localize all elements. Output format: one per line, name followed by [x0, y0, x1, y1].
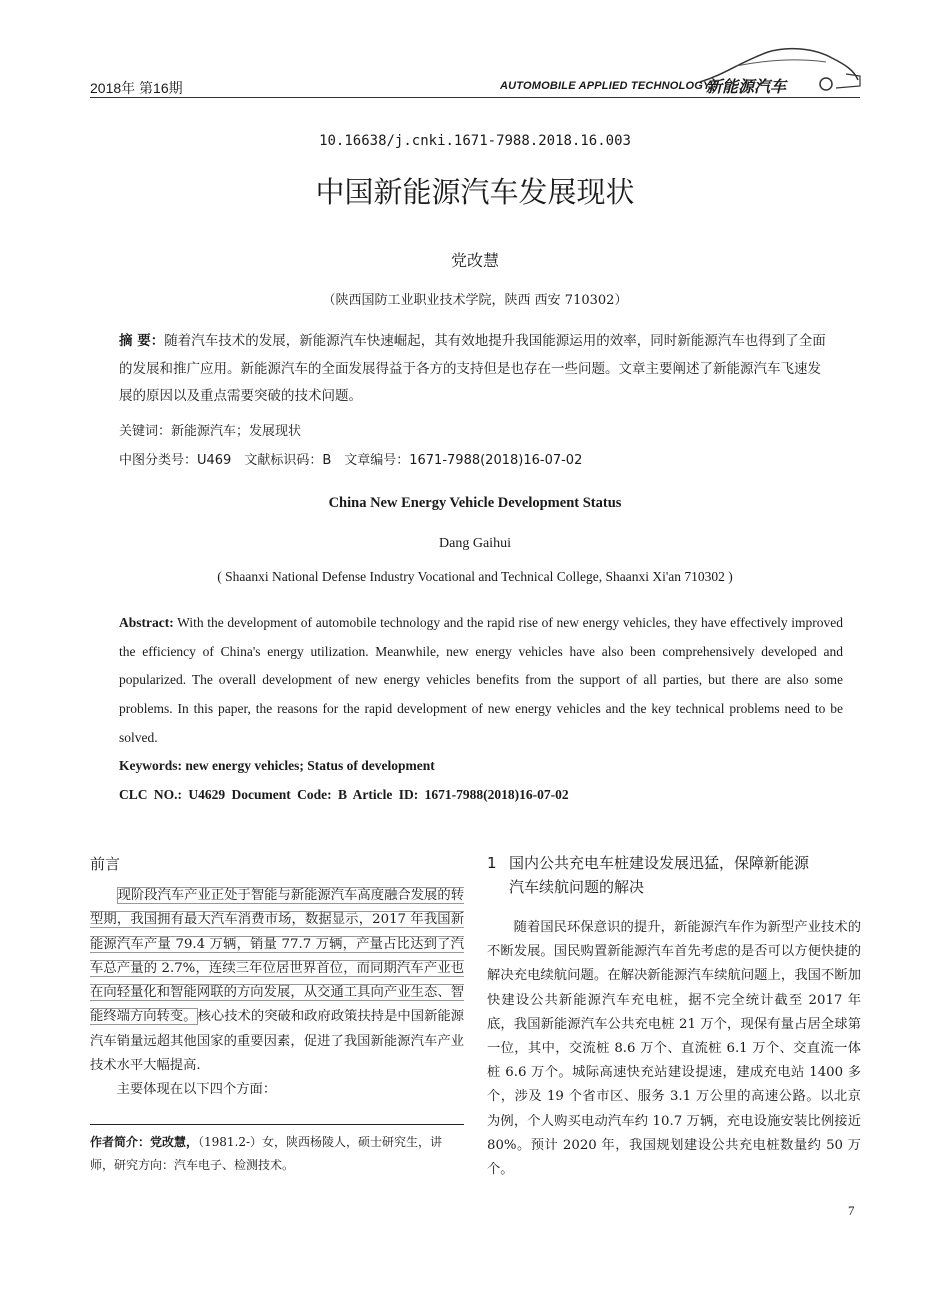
abstract-en-label: Abstract:	[119, 615, 174, 630]
preface-heading: 前言	[90, 855, 121, 873]
doi: 10.16638/j.cnki.1671-7988.2018.16.003	[319, 133, 631, 149]
preface-paragraph-2: 主要体现在以下四个方面：	[116, 1082, 277, 1098]
clc-en: CLC NO.: U4629 Document Code: B Article ID: 1671-7988(2018)16-07-02	[119, 787, 569, 802]
abstract-en	[119, 609, 843, 753]
footnote-rule	[90, 1124, 464, 1125]
footnote-text: （1981.2-）女，陕西杨陵人，硕士研究生，讲师，研究方向：汽车电子、检测技术。	[90, 1135, 443, 1172]
page-number: 7	[848, 1203, 855, 1218]
clc-cn: 中图分类号：U469 文献标识码：B 文章编号：1671-7988(2018)16-07-02	[119, 453, 583, 468]
author-en: Dang Gaihui	[439, 536, 511, 551]
footnote-label: 作者简介：党改慧，	[90, 1135, 199, 1149]
highlighted-passage: 现阶段汽车产业正处于智能与新能源汽车高度融合发展的转型期，我国拥有最大汽车消费市场，数据显示，2017 年我国新能源汽车产量 79.4 万辆，销量 77.7 万辆，产量占比达到了汽车总产量的 2.7%，连续三年位居世界首位，而同期汽车产业也在向轻量化和智能网联的方向发展，从交通工具向产业生态、智能终端方向转变。	[90, 888, 464, 1025]
section-1-heading-line-1: 国内公共充电车桩建设发展迅猛，保障新能源	[509, 854, 810, 872]
section-1-heading-line-2: 汽车续航问题的解决	[509, 878, 645, 896]
abstract-cn-label: 摘 要：	[119, 333, 165, 349]
preface-body	[90, 884, 464, 1103]
journal-name-en: AUTOMOBILE APPLIED TECHNOLOGY	[500, 80, 711, 92]
affiliation-en: ( Shaanxi National Defense Industry Vocational and Technical College, Shaanxi Xi'an 710302 )	[217, 569, 733, 584]
abstract-cn	[119, 328, 831, 411]
issue-label: 2018年 第16期	[90, 80, 183, 96]
preface-paragraph-1-rest: 核心技术的突破和政府政策扶持是中国新能源汽车销量远超其他国家的重要因素，促进了我国新能源汽车产业技术水平大幅提高.	[90, 1009, 465, 1074]
author-footnote	[90, 1131, 464, 1177]
title-en: China New Energy Vehicle Development Status	[328, 495, 622, 511]
header-rule	[90, 97, 860, 98]
section-1-heading	[487, 851, 862, 899]
abstract-en-text: With the development of automobile technology and the rapid rise of new energy vehicles, they have effectively improved the efficiency of China's energy utilization. Meanwhile, new energy vehicles have also been comprehensively developed and popularized. The overall development of new energy vehicles benefits from the support of all parties, but there are also some problems. In this paper, the reasons for the rapid development of new energy vehicles and the key technical problems need to be solved.	[119, 615, 843, 745]
section-1-paragraph-1: 随着国民环保意识的提升，新能源汽车作为新型产业技术的不断发展。国民购置新能源汽车首先考虑的是否可以方便快捷的解决充电续航问题。在解决新能源汽车续航问题上，我国不断加快建设公共新能源汽车充电桩，据不完全统计截至 2017 年底，我国新能源汽车公共充电桩 21 万个，现保有量占居全球第一位，其中，交流桩 8.6 万个、直流桩 6.1 万个、交直流一体桩 6.6 万个。城际高速快充站建设提速，建成充电站 1400 多个，涉及 19 个省市区、服务 3.1 万公里的高速公路。以北京为例，个人购买电动汽车约 10.7 万辆，充电设施安装比例接近 80%。预计 2020 年，我国规划建设公共充电桩数量约 50 万个。	[487, 920, 861, 1178]
keywords-cn: 关键词：新能源汽车；发展现状	[119, 424, 302, 439]
section-1-body	[487, 916, 861, 1182]
abstract-cn-text: 随着汽车技术的发展，新能源汽车快速崛起，其有效地提升我国能源运用的效率，同时新能源汽车也得到了全面的发展和推广应用。新能源汽车的全面发展得益于各方的支持但是也存在一些问题。文章主要阐述了新能源汽车飞速发展的原因以及重点需要突破的技术问题。	[119, 333, 826, 404]
keywords-en: Keywords: new energy vehicles; Status of development	[119, 758, 435, 773]
author-cn: 党改慧	[450, 251, 499, 270]
section-1-number: 1	[487, 854, 497, 872]
title-cn: 中国新能源汽车发展现状	[315, 175, 635, 209]
affiliation-cn: （陕西国防工业职业技术学院，陕西 西安 710302）	[322, 293, 628, 308]
journal-logo-cn: 新能源汽车	[706, 79, 787, 96]
preface-paragraph-1	[90, 884, 464, 1078]
